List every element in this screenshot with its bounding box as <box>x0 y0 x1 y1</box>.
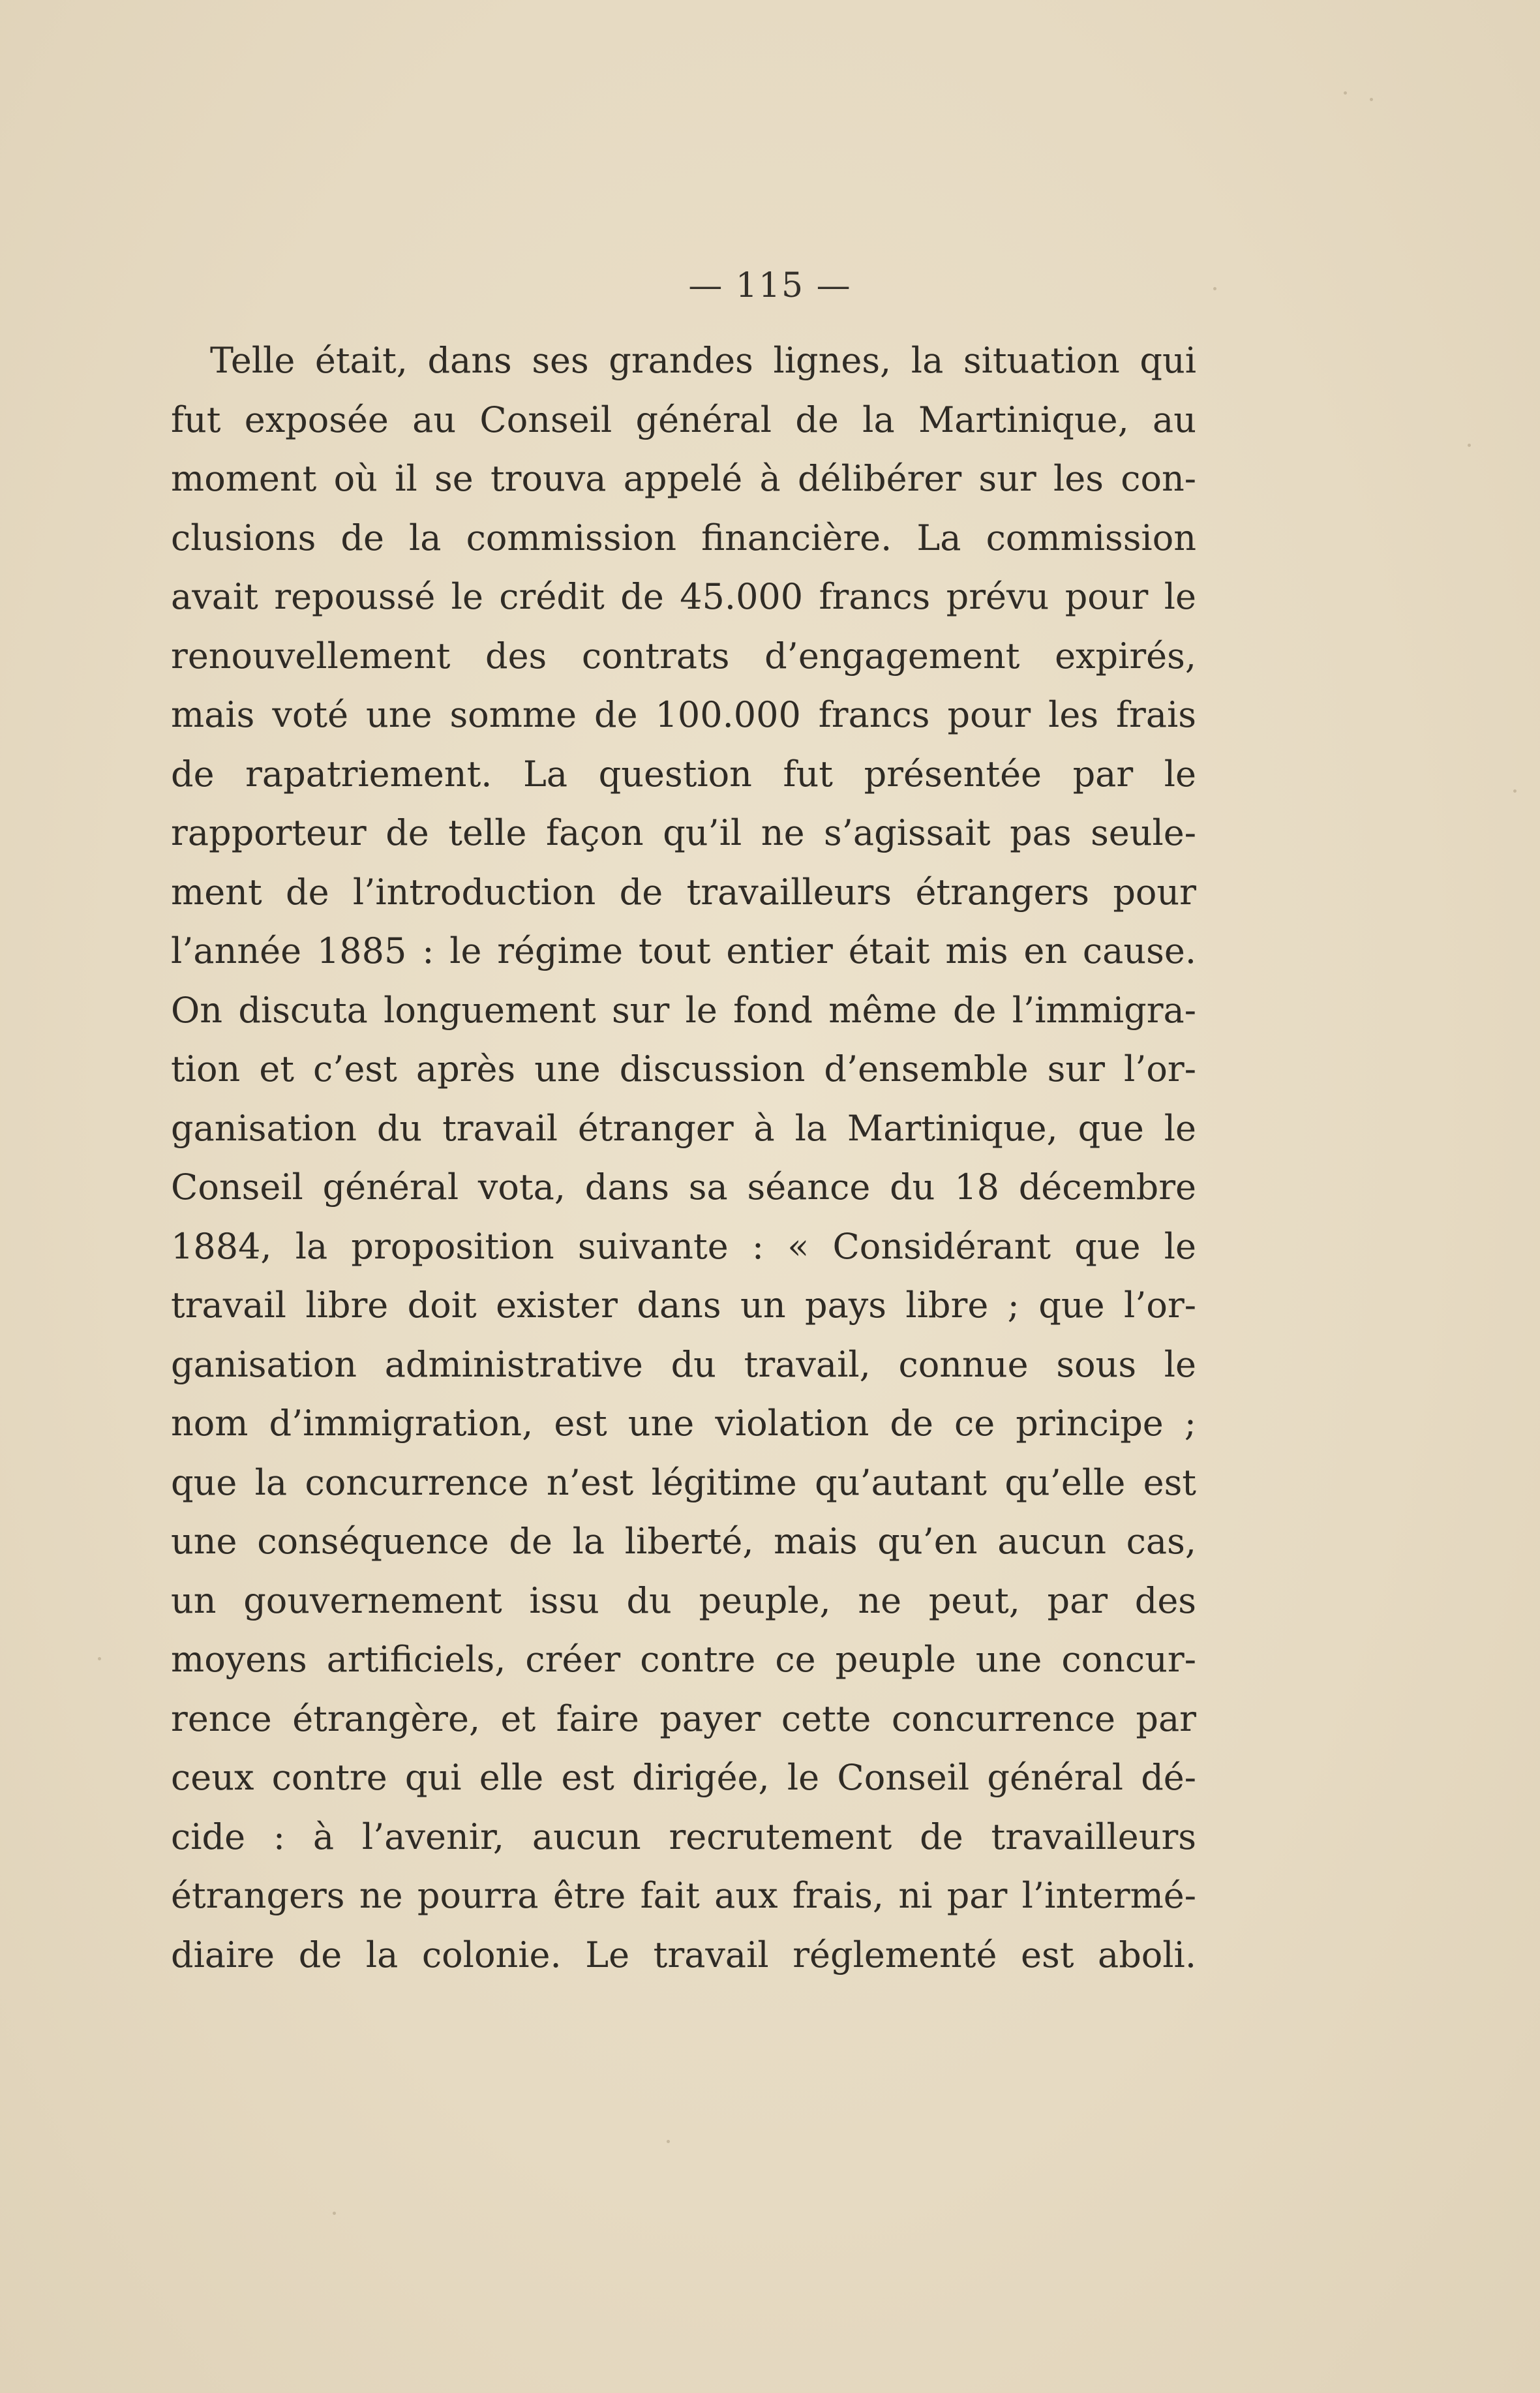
text-line: ceux contre qui elle est dirigée, le Conseil général dé- <box>171 1757 1196 1798</box>
text-line: cide : à l’avenir, aucun recrutement de travailleurs <box>171 1816 1196 1857</box>
text-line: de rapatriement. La question fut présentée par le <box>171 753 1196 795</box>
text-line: Telle était, dans ses grandes lignes, la situation qui <box>210 340 1196 381</box>
text-line: étrangers ne pourra être fait aux frais, ni par l’intermé- <box>171 1875 1196 1916</box>
text-line: clusions de la commission financière. La commission <box>171 517 1196 558</box>
text-line: ganisation administrative du travail, connue sous le <box>171 1343 1196 1385</box>
text-line: avait repoussé le crédit de 45.000 francs prévu pour le <box>171 576 1196 617</box>
text-line: mais voté une somme de 100.000 francs pour les frais <box>171 694 1196 735</box>
paper-speck <box>1468 444 1471 447</box>
text-line: tion et c’est après une discussion d’ensemble sur l’or- <box>171 1048 1196 1090</box>
text-line: que la concurrence n’est légitime qu’autant qu’elle est <box>171 1461 1196 1503</box>
paper-speck <box>667 2140 670 2143</box>
text-line: fut exposée au Conseil général de la Martinique, au <box>171 399 1196 440</box>
paper-speck <box>1513 789 1517 793</box>
text-line: rence étrangère, et faire payer cette concurrence par <box>171 1698 1196 1739</box>
text-line: renouvellement des contrats d’engagement expirés, <box>171 635 1196 677</box>
text-line: l’année 1885 : le régime tout entier était mis en cause. <box>171 930 1196 971</box>
text-line: rapporteur de telle façon qu’il ne s’agissait pas seule- <box>171 812 1196 853</box>
text-line: une conséquence de la liberté, mais qu’en aucun cas, <box>171 1521 1196 1562</box>
text-line: nom d’immigration, est une violation de ce principe ; <box>171 1403 1196 1444</box>
text-line: ment de l’introduction de travailleurs étrangers pour <box>171 871 1196 913</box>
text-line: 1884, la proposition suivante : « Considérant que le <box>171 1225 1196 1267</box>
text-line: moyens artificiels, créer contre ce peuple une concur- <box>171 1639 1196 1680</box>
paper-speck <box>1370 98 1373 101</box>
text-line: travail libre doit exister dans un pays libre ; que l’or- <box>171 1285 1196 1326</box>
text-line: un gouvernement issu du peuple, ne peut, par des <box>171 1579 1196 1621</box>
text-line: On discuta longuement sur le fond même de l’immigra- <box>171 989 1196 1031</box>
text-line: Conseil général vota, dans sa séance du 18 décembre <box>171 1166 1196 1208</box>
text-line: diaire de la colonie. Le travail réglementé est aboli. <box>171 1934 1196 1975</box>
body-text <box>171 331 1196 1985</box>
paper-speck <box>1213 287 1216 290</box>
text-line: moment où il se trouva appelé à délibérer sur les con- <box>171 458 1196 499</box>
text-line: ganisation du travail étranger à la Martinique, que le <box>171 1107 1196 1149</box>
paper-speck <box>333 2212 336 2215</box>
page-number: — 115 — <box>688 266 852 305</box>
paper-speck <box>1344 91 1347 95</box>
paper-speck <box>98 1657 101 1660</box>
